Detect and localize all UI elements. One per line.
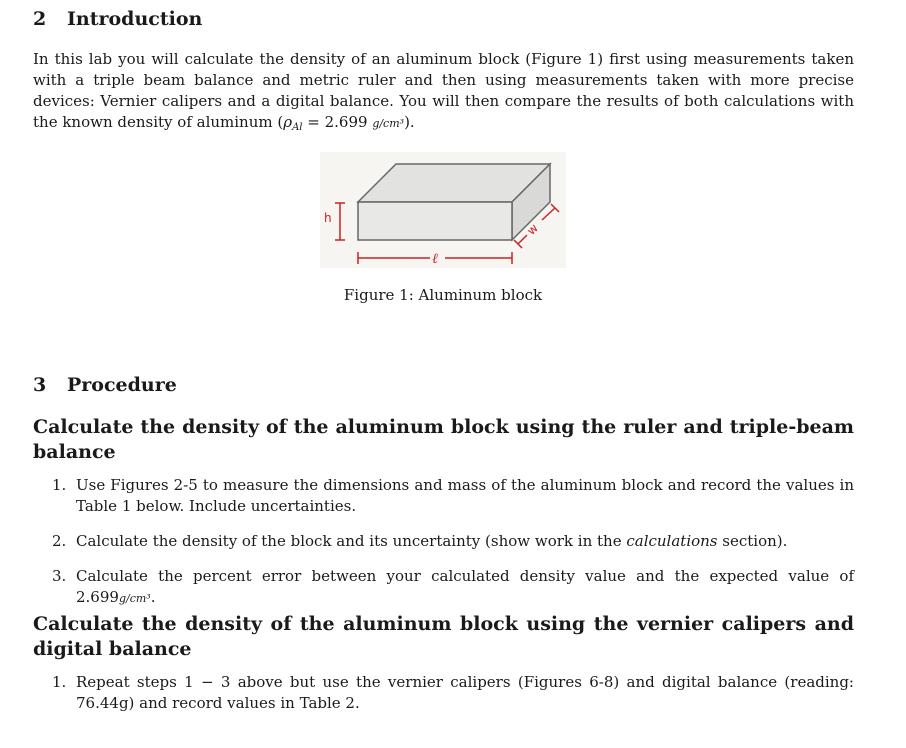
rho-subscript: Al <box>292 122 303 133</box>
step-number: 1. <box>52 673 67 691</box>
section-number: 3 <box>33 374 47 396</box>
section-3-heading <box>33 374 177 396</box>
step-text-end: . <box>150 588 156 606</box>
figure-caption: Figure 1: Aluminum block <box>343 286 543 304</box>
height-dimension <box>335 203 345 240</box>
section-number: 2 <box>33 8 47 30</box>
density-unit: g/cm³ <box>372 117 405 130</box>
step-number: 2. <box>52 532 67 550</box>
block-front-face <box>358 202 512 240</box>
section-2-heading <box>33 8 202 30</box>
block-diagram <box>320 152 566 268</box>
step-text: Calculate the percent error between your calculated density value and the expected value of 2.699 <box>76 567 854 606</box>
density-value: = 2.699 <box>302 113 373 131</box>
step-number: 3. <box>52 567 67 585</box>
aluminum-block-figure <box>320 152 566 268</box>
step-number: 1. <box>52 476 67 494</box>
step-unit: g/cm³ <box>118 592 151 605</box>
intro-text: In this lab you will calculate the density of an aluminum block (Figure 1) first using measurements taken with a triple beam balance and metric ruler and then using measurements taken with more precise devices: Vernier calipers and a digital balance. You will then compare the results of both calculations with the known density of aluminum ( <box>33 50 854 131</box>
vernier-steps-list <box>33 672 854 714</box>
subsection-vernier-heading: Calculate the density of the aluminum block using the vernier calipers and digital balance <box>33 613 854 660</box>
length-label: ℓ <box>432 251 438 267</box>
ruler-steps-list <box>33 475 854 623</box>
section-title: Introduction <box>67 8 203 30</box>
list-item <box>33 475 854 517</box>
introduction-paragraph <box>33 49 854 138</box>
width-label: w <box>524 221 541 238</box>
step-text: Repeat steps 1 − 3 above but use the vernier calipers (Figures 6-8) and digital balance (reading: 76.44g) and record values in Table 2. <box>76 673 854 712</box>
step-text-end: section). <box>717 532 788 550</box>
intro-end: ). <box>404 113 415 131</box>
step-text-italic: calculations <box>626 532 718 550</box>
rho-symbol: ρ <box>283 113 293 131</box>
list-item <box>33 672 854 714</box>
step-text: Use Figures 2-5 to measure the dimensions and mass of the aluminum block and record the values in Table 1 below. Include uncertainties. <box>76 476 854 515</box>
list-item <box>33 531 854 552</box>
height-label: h <box>324 211 332 225</box>
step-text: Calculate the density of the block and its uncertainty (show work in the <box>76 532 627 550</box>
subsection-ruler-balance-heading: Calculate the density of the aluminum block using the ruler and triple-beam balance <box>33 416 854 463</box>
list-item <box>33 566 854 609</box>
section-title: Procedure <box>67 374 177 396</box>
